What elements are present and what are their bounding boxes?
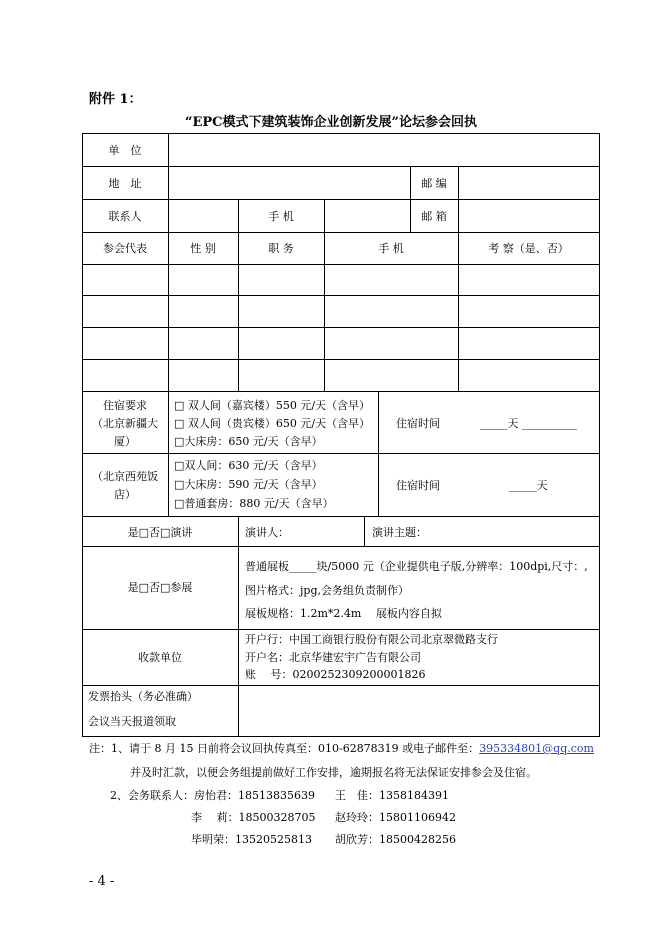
grid-line [238, 516, 239, 737]
grid-line [82, 295, 600, 296]
grid-line [378, 391, 379, 516]
note-2-contact: 2、会务联系人：房怡君：18513835639 [110, 789, 315, 802]
room-option-checkbox[interactable]: □ 双人间（贵宾楼）650 元/天（含早） [174, 417, 371, 430]
grid-line [599, 133, 600, 737]
stay-duration-label: 住宿时间 [396, 479, 440, 492]
mobile-label: 手 机 [268, 210, 294, 223]
account-number: 账 号：0200252309200001826 [245, 668, 426, 681]
exhibit-format-text: 图片格式：jpg,会务组负责制作） [245, 584, 409, 597]
email-label: 邮 箱 [421, 210, 447, 223]
grid-line [238, 199, 239, 391]
contact-email-link[interactable]: 395334801@qq.com [479, 742, 594, 755]
position-label: 职 务 [268, 242, 294, 255]
gender-label: 性 别 [190, 242, 216, 255]
room-option-checkbox[interactable]: □大床房：650 元/天（含早） [174, 435, 323, 448]
unit-label: 单 位 [108, 144, 142, 157]
note-1-text: 注：1、请于 8 月 15 日前将会议回执传真至：010-62878319 或电子邮件至： [89, 742, 480, 755]
exhibit-board-text: 普通展板_____块/5000 元（企业提供电子版,分辨率：100dpi,尺寸：, [245, 560, 588, 573]
hotel-1-name: （北京新疆大 [92, 417, 158, 430]
grid-line [82, 629, 600, 630]
room-option-checkbox[interactable]: □普通套房：880 元/天（含早） [174, 497, 334, 510]
page-number: - 4 - [89, 874, 115, 889]
room-option-checkbox[interactable]: □双人间：630 元/天（含早） [174, 459, 323, 472]
attachment-label: 附件 1： [89, 92, 142, 107]
grid-line [82, 264, 600, 265]
grid-line [82, 453, 600, 454]
exhibit-spec-text: 展板规格：1.2m*2.4m 展板内容自拟 [245, 607, 442, 620]
grid-line [82, 133, 600, 134]
speech-topic-field[interactable]: 演讲主题： [372, 526, 427, 539]
grid-line [82, 685, 600, 686]
grid-line [324, 199, 325, 391]
form-title: “EPC模式下建筑装饰企业创新发展”论坛参会回执 [185, 115, 477, 130]
grid-line [82, 359, 600, 360]
contact-person: 毕明荣：13520525813 [191, 833, 312, 846]
grid-line [364, 516, 365, 546]
contact-label: 联系人 [108, 210, 142, 223]
grid-line [82, 232, 600, 233]
grid-line [82, 166, 600, 167]
address-label: 地 址 [108, 177, 142, 190]
postcode-label: 邮 编 [421, 177, 447, 190]
account-name: 开户名：北京华建宏宇广告有限公司 [245, 651, 421, 664]
invoice-pickup-note: 会议当天报道领取 [88, 715, 176, 728]
hotel-2-name: （北京西苑饭 [92, 470, 158, 483]
stay-days-field[interactable]: _____天 __________ [480, 417, 577, 430]
stay-duration-label: 住宿时间 [396, 417, 440, 430]
invoice-title-label: 发票抬头（务必准确） [88, 690, 198, 703]
exhibit-choice[interactable]: 是□否□参展 [127, 581, 193, 594]
speech-choice[interactable]: 是□否□演讲 [127, 526, 193, 539]
phone-label: 手 机 [378, 242, 404, 255]
registration-form [82, 133, 600, 737]
bank-name: 开户行：中国工商银行股份有限公司北京翠微路支行 [245, 633, 498, 646]
grid-line [82, 736, 600, 737]
grid-line [458, 166, 459, 391]
room-option-checkbox[interactable]: □大床房：590 元/天（含早） [174, 478, 323, 491]
note-1-cont: 并及时汇款，以便会务组提前做好工作安排，逾期报名将无法保证安排参会及住宿。 [130, 766, 537, 779]
grid-line [168, 133, 169, 516]
hotel-2-name-cont: 店） [114, 488, 136, 501]
contact-person: 胡欣芳：18500428256 [335, 833, 456, 846]
hotel-1-name-cont: 厦） [114, 435, 136, 448]
note-1 [89, 742, 594, 756]
grid-line [82, 546, 600, 547]
contact-person: 王 佳：1358184391 [335, 789, 449, 802]
grid-line [82, 199, 600, 200]
inspection-label: 考 察（是、否） [488, 242, 569, 255]
contact-person: 赵玲玲：15801106942 [335, 811, 456, 824]
grid-line [82, 391, 600, 392]
speaker-field[interactable]: 演讲人： [245, 526, 289, 539]
representative-label: 参会代表 [103, 242, 147, 255]
grid-line [82, 327, 600, 328]
room-option-checkbox[interactable]: □ 双人间（嘉宾楼）550 元/天（含早） [174, 399, 371, 412]
contact-person: 李 莉：18500328705 [191, 811, 316, 824]
payee-label: 收款单位 [138, 651, 182, 664]
lodging-requirement-label: 住宿要求 [103, 399, 147, 412]
grid-line [82, 516, 600, 517]
stay-days-field[interactable]: _____天 [509, 479, 548, 492]
